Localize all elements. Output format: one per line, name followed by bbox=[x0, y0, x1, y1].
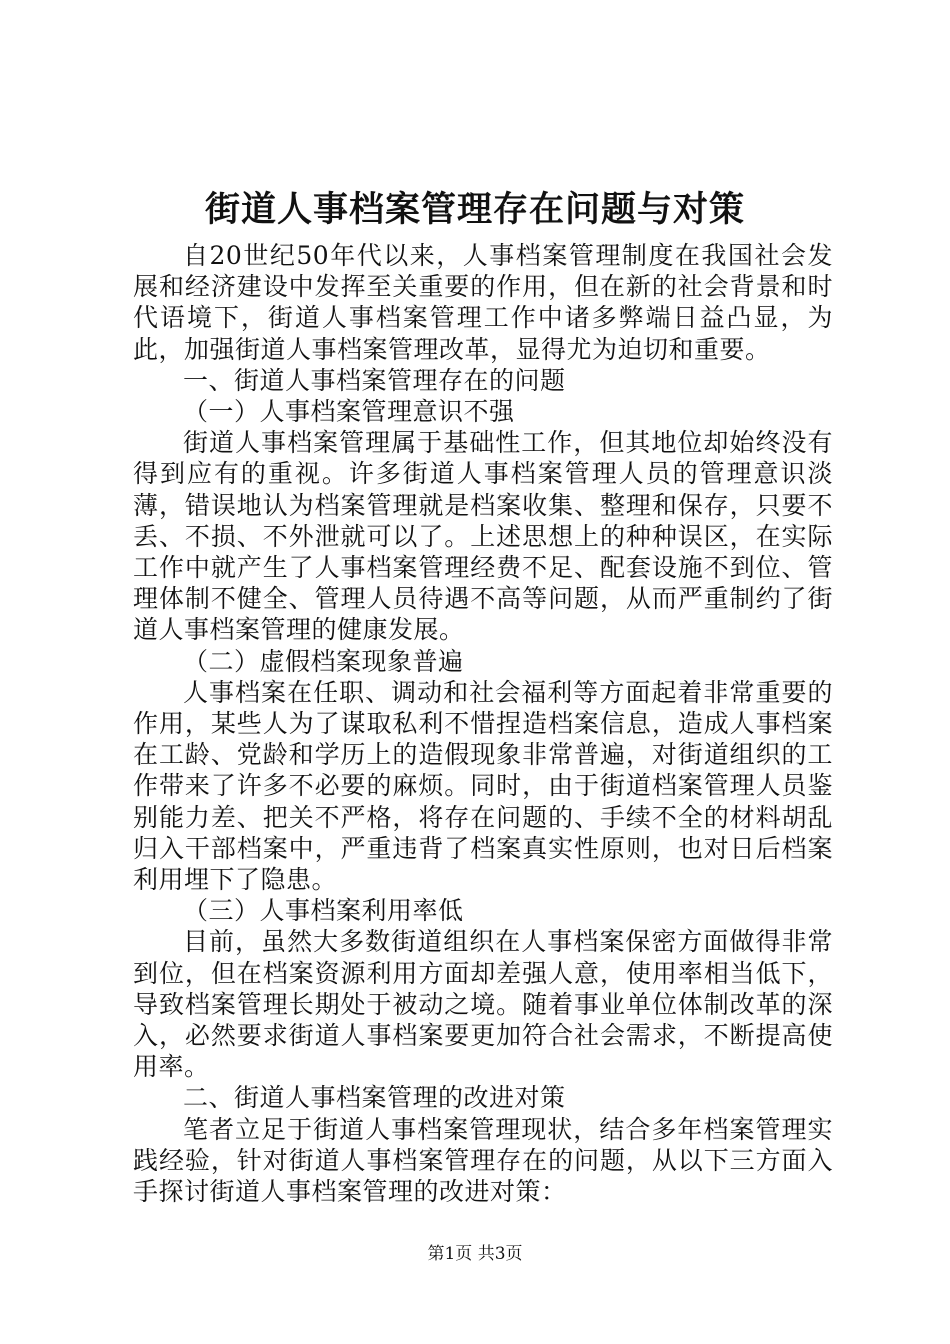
section-heading-2: 二、街道人事档案管理的改进对策 bbox=[183, 1083, 566, 1113]
body-paragraph: 街道人事档案管理属于基础性工作，但其地位却始终没有得到应有的重视。许多街道人事档案管理人员的管理意识淡薄，错误地认为档案管理就是档案收集、整理和保存，只要不丢、不损、不外泄就可以了。上述思想上的种种误区，在实际工作中就产生了人事档案管理经费不足、配套设施不到位、管理体制不健全、管理人员待遇不高等问题，从而严重制约了街道人事档案管理的健康发展。 bbox=[133, 428, 833, 645]
subsection-heading-3: （三）人事档案利用率低 bbox=[183, 896, 464, 926]
subsection-heading-1: （一）人事档案管理意识不强 bbox=[183, 397, 515, 427]
page-footer: 第1页 共3页 bbox=[427, 1244, 523, 1264]
intro-paragraph: 自20世纪50年代以来，人事档案管理制度在我国社会发展和经济建设中发挥至关重要的作用，但在新的社会背景和时代语境下，街道人事档案管理工作中诸多弊端日益凸显，为此，加强街道人事档案管理改革，显得尤为迫切和重要。 bbox=[133, 241, 833, 364]
document-title: 街道人事档案管理存在问题与对策 bbox=[204, 189, 745, 230]
subsection-heading-2: （二）虚假档案现象普遍 bbox=[183, 646, 464, 676]
body-paragraph: 目前，虽然大多数街道组织在人事档案保密方面做得非常到位，但在档案资源利用方面却差强人意，使用率相当低下，导致档案管理长期处于被动之境。随着事业单位体制改革的深入，必然要求街道人事档案要更加符合社会需求，不断提高使用率。 bbox=[133, 927, 833, 1082]
document-body bbox=[133, 240, 833, 1207]
body-paragraph: 人事档案在任职、调动和社会福利等方面起着非常重要的作用，某些人为了谋取私利不惜捏造档案信息，造成人事档案在工龄、党龄和学历上的造假现象非常普遍，对街道组织的工作带来了许多不必要的麻烦。同时，由于街道档案管理人员鉴别能力差、把关不严格，将存在问题的、手续不全的材料胡乱归入干部档案中，严重违背了档案真实性原则，也对日后档案利用埋下了隐患。 bbox=[133, 677, 833, 895]
section-heading-1: 一、街道人事档案管理存在的问题 bbox=[183, 365, 566, 395]
body-paragraph: 笔者立足于街道人事档案管理现状，结合多年档案管理实践经验，针对街道人事档案管理存在的问题，从以下三方面入手探讨街道人事档案管理的改进对策： bbox=[133, 1114, 833, 1207]
